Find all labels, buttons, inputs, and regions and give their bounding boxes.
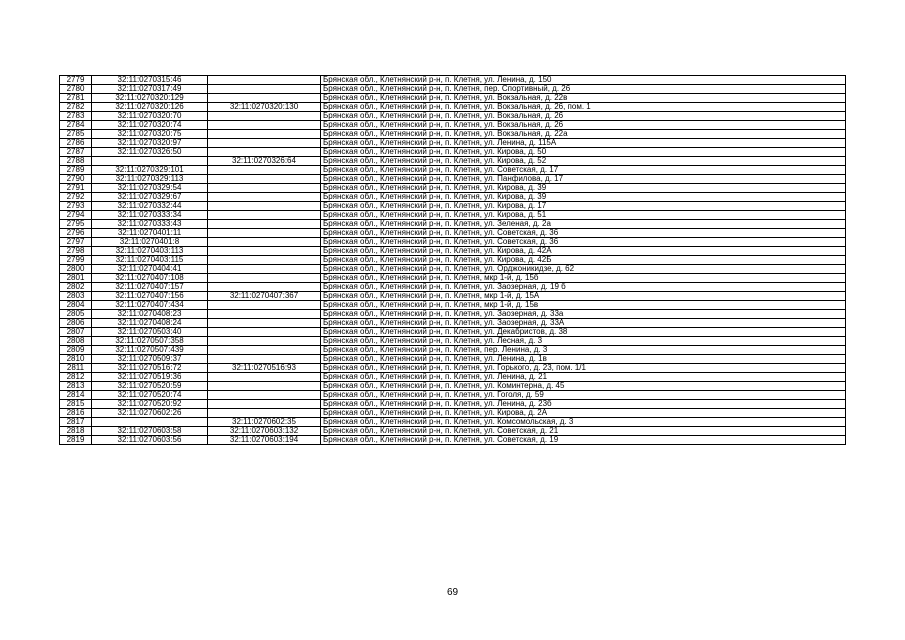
address-cell: Брянская обл., Клетнянский р-н, п. Клетня, ул. Вокзальная, д. 26, пом. 1 (321, 103, 846, 112)
cadastral-number-cell (92, 418, 208, 427)
cadastral-number-cell: 32:11:0270315:46 (92, 76, 208, 85)
address-cell: Брянская обл., Клетнянский р-н, п. Клетня, ул. Лесная, д. 3 (321, 337, 846, 346)
row-number-cell: 2787 (60, 148, 92, 157)
row-number-cell: 2779 (60, 76, 92, 85)
cadastral-number-cell: 32:11:0270408:24 (92, 319, 208, 328)
cadastral-number-cell: 32:11:0270503:40 (92, 328, 208, 337)
address-cell: Брянская обл., Клетнянский р-н, п. Клетня, мкр 1-й, д. 15б (321, 274, 846, 283)
related-cadastral-number-cell (208, 310, 321, 319)
row-number-cell: 2807 (60, 328, 92, 337)
row-number-cell: 2811 (60, 364, 92, 373)
address-cell: Брянская обл., Клетнянский р-н, п. Клетня, ул. Кирова, д. 2А (321, 409, 846, 418)
table-row (60, 76, 846, 85)
table-row (60, 229, 846, 238)
row-number-cell: 2783 (60, 112, 92, 121)
table-row (60, 337, 846, 346)
cadastral-number-cell: 32:11:0270407:157 (92, 283, 208, 292)
cadastral-number-cell: 32:11:0270603:56 (92, 436, 208, 445)
address-cell: Брянская обл., Клетнянский р-н, п. Клетня, ул. Вокзальная, д. 22а (321, 130, 846, 139)
address-cell: Брянская обл., Клетнянский р-н, п. Клетня, ул. Гоголя, д. 59 (321, 391, 846, 400)
row-number-cell: 2781 (60, 94, 92, 103)
related-cadastral-number-cell (208, 121, 321, 130)
cadastral-number-cell: 32:11:0270404:41 (92, 265, 208, 274)
related-cadastral-number-cell (208, 85, 321, 94)
address-cell: Брянская обл., Клетнянский р-н, п. Клетня, мкр 1-й, д. 15в (321, 301, 846, 310)
cadastral-number-cell: 32:11:0270320:75 (92, 130, 208, 139)
related-cadastral-number-cell (208, 184, 321, 193)
cadastral-number-cell: 32:11:0270403:113 (92, 247, 208, 256)
table-row (60, 373, 846, 382)
row-number-cell: 2809 (60, 346, 92, 355)
row-number-cell: 2798 (60, 247, 92, 256)
table-row (60, 139, 846, 148)
cadastral-number-cell: 32:11:0270516:72 (92, 364, 208, 373)
row-number-cell: 2812 (60, 373, 92, 382)
table-row (60, 301, 846, 310)
related-cadastral-number-cell (208, 211, 321, 220)
related-cadastral-number-cell (208, 391, 321, 400)
table-row (60, 211, 846, 220)
table-row (60, 238, 846, 247)
address-cell: Брянская обл., Клетнянский р-н, п. Клетня, ул. Заозерная, д. 19 б (321, 283, 846, 292)
table-row (60, 364, 846, 373)
address-cell: Брянская обл., Клетнянский р-н, п. Клетня, ул. Советская, д. 17 (321, 166, 846, 175)
cadastral-number-cell: 32:11:0270408:23 (92, 310, 208, 319)
cadastral-number-cell: 32:11:0270507:358 (92, 337, 208, 346)
cadastral-number-cell: 32:11:0270520:59 (92, 382, 208, 391)
related-cadastral-number-cell (208, 256, 321, 265)
page-number: 69 (446, 587, 459, 598)
address-cell: Брянская обл., Клетнянский р-н, п. Клетня, ул. Кирова, д. 52 (321, 157, 846, 166)
address-cell: Брянская обл., Клетнянский р-н, п. Клетня, ул. Кирова, д. 39 (321, 184, 846, 193)
address-cell: Брянская обл., Клетнянский р-н, п. Клетня, ул. Ленина, д. 115А (321, 139, 846, 148)
related-cadastral-number-cell: 32:11:0270407:367 (208, 292, 321, 301)
address-cell: Брянская обл., Клетнянский р-н, п. Клетня, ул. Коминтерна, д. 45 (321, 382, 846, 391)
address-cell: Брянская обл., Клетнянский р-н, п. Клетня, ул. Ленина, д. 21 (321, 373, 846, 382)
table-row (60, 409, 846, 418)
row-number-cell: 2793 (60, 202, 92, 211)
table-row (60, 121, 846, 130)
address-cell: Брянская обл., Клетнянский р-н, п. Клетня, ул. Вокзальная, д. 26 (321, 112, 846, 121)
table-row (60, 427, 846, 436)
row-number-cell: 2805 (60, 310, 92, 319)
table-row (60, 220, 846, 229)
cadastral-number-cell: 32:11:0270401:11 (92, 229, 208, 238)
cadastral-number-cell: 32:11:0270407:156 (92, 292, 208, 301)
row-number-cell: 2803 (60, 292, 92, 301)
cadastral-number-cell (92, 157, 208, 166)
cadastral-number-cell: 32:11:0270519:36 (92, 373, 208, 382)
cadastral-number-cell: 32:11:0270602:26 (92, 409, 208, 418)
cadastral-number-cell: 32:11:0270320:74 (92, 121, 208, 130)
related-cadastral-number-cell (208, 328, 321, 337)
row-number-cell: 2813 (60, 382, 92, 391)
address-cell: Брянская обл., Клетнянский р-н, п. Клетня, мкр 1-й, д. 15А (321, 292, 846, 301)
address-cell: Брянская обл., Клетнянский р-н, п. Клетня, ул. Панфилова, д. 17 (321, 175, 846, 184)
cadastral-number-cell: 32:11:0270317:49 (92, 85, 208, 94)
address-cell: Брянская обл., Клетнянский р-н, п. Клетня, ул. Кирова, д. 39 (321, 193, 846, 202)
address-cell: Брянская обл., Клетнянский р-н, п. Клетня, пер. Ленина, д. 3 (321, 346, 846, 355)
cadastral-number-cell: 32:11:0270401:8 (92, 238, 208, 247)
address-cell: Брянская обл., Клетнянский р-н, п. Клетня, ул. Заозерная, д. 33А (321, 319, 846, 328)
related-cadastral-number-cell: 32:11:0270603:132 (208, 427, 321, 436)
related-cadastral-number-cell (208, 130, 321, 139)
related-cadastral-number-cell (208, 193, 321, 202)
table-row (60, 310, 846, 319)
row-number-cell: 2801 (60, 274, 92, 283)
table-row (60, 283, 846, 292)
related-cadastral-number-cell: 32:11:0270320:130 (208, 103, 321, 112)
table-row (60, 166, 846, 175)
address-cell: Брянская обл., Клетнянский р-н, п. Клетня, ул. Кирова, д. 42Б (321, 256, 846, 265)
cadastral-number-cell: 32:11:0270320:70 (92, 112, 208, 121)
row-number-cell: 2791 (60, 184, 92, 193)
cadastral-number-cell: 32:11:0270329:54 (92, 184, 208, 193)
related-cadastral-number-cell (208, 301, 321, 310)
related-cadastral-number-cell (208, 265, 321, 274)
table-row (60, 130, 846, 139)
row-number-cell: 2817 (60, 418, 92, 427)
related-cadastral-number-cell: 32:11:0270326:64 (208, 157, 321, 166)
cadastral-number-cell: 32:11:0270403:115 (92, 256, 208, 265)
table-row (60, 292, 846, 301)
table-row (60, 400, 846, 409)
row-number-cell: 2802 (60, 283, 92, 292)
address-cell: Брянская обл., Клетнянский р-н, п. Клетня, ул. Вокзальная, д. 22в (321, 94, 846, 103)
table-row (60, 355, 846, 364)
row-number-cell: 2799 (60, 256, 92, 265)
cadastral-number-cell: 32:11:0270320:129 (92, 94, 208, 103)
table-row (60, 175, 846, 184)
address-cell: Брянская обл., Клетнянский р-н, п. Клетня, ул. Кирова, д. 42А (321, 247, 846, 256)
related-cadastral-number-cell (208, 274, 321, 283)
row-number-cell: 2786 (60, 139, 92, 148)
table-row (60, 346, 846, 355)
cadastral-number-cell: 32:11:0270320:97 (92, 139, 208, 148)
address-cell: Брянская обл., Клетнянский р-н, п. Клетня, ул. Советская, д. 19 (321, 436, 846, 445)
table-body (60, 76, 846, 445)
table-row (60, 247, 846, 256)
related-cadastral-number-cell (208, 373, 321, 382)
address-cell: Брянская обл., Клетнянский р-н, п. Клетня, ул. Советская, д. 21 (321, 427, 846, 436)
row-number-cell: 2814 (60, 391, 92, 400)
row-number-cell: 2784 (60, 121, 92, 130)
address-cell: Брянская обл., Клетнянский р-н, п. Клетня, ул. Ленина, д. 1в (321, 355, 846, 364)
address-cell: Брянская обл., Клетнянский р-н, п. Клетня, пер. Спортивный, д. 26 (321, 85, 846, 94)
table-row (60, 319, 846, 328)
related-cadastral-number-cell (208, 229, 321, 238)
related-cadastral-number-cell (208, 355, 321, 364)
table-row (60, 148, 846, 157)
cadastral-number-cell: 32:11:0270329:67 (92, 193, 208, 202)
cadastral-number-cell: 32:11:0270507:439 (92, 346, 208, 355)
row-number-cell: 2804 (60, 301, 92, 310)
row-number-cell: 2800 (60, 265, 92, 274)
cadastral-number-cell: 32:11:0270509:37 (92, 355, 208, 364)
address-cell: Брянская обл., Клетнянский р-н, п. Клетня, ул. Ленина, д. 23б (321, 400, 846, 409)
related-cadastral-number-cell: 32:11:0270516:93 (208, 364, 321, 373)
related-cadastral-number-cell (208, 238, 321, 247)
row-number-cell: 2782 (60, 103, 92, 112)
table-row (60, 418, 846, 427)
row-number-cell: 2816 (60, 409, 92, 418)
address-cell: Брянская обл., Клетнянский р-н, п. Клетня, ул. Заозерная, д. 33а (321, 310, 846, 319)
related-cadastral-number-cell (208, 166, 321, 175)
row-number-cell: 2806 (60, 319, 92, 328)
cadastral-number-cell: 32:11:0270407:108 (92, 274, 208, 283)
row-number-cell: 2796 (60, 229, 92, 238)
related-cadastral-number-cell (208, 283, 321, 292)
row-number-cell: 2790 (60, 175, 92, 184)
address-cell: Брянская обл., Клетнянский р-н, п. Клетня, ул. Декабристов, д. 38 (321, 328, 846, 337)
related-cadastral-number-cell: 32:11:0270602:35 (208, 418, 321, 427)
cadastral-number-cell: 32:11:0270520:74 (92, 391, 208, 400)
row-number-cell: 2795 (60, 220, 92, 229)
table-row (60, 94, 846, 103)
address-cell: Брянская обл., Клетнянский р-н, п. Клетня, ул. Зеленая, д. 2а (321, 220, 846, 229)
cadastral-number-cell: 32:11:0270333:43 (92, 220, 208, 229)
row-number-cell: 2818 (60, 427, 92, 436)
related-cadastral-number-cell (208, 175, 321, 184)
row-number-cell: 2810 (60, 355, 92, 364)
table-row (60, 265, 846, 274)
related-cadastral-number-cell (208, 319, 321, 328)
table-row (60, 157, 846, 166)
cadastral-number-cell: 32:11:0270320:126 (92, 103, 208, 112)
table-row (60, 256, 846, 265)
table-row (60, 112, 846, 121)
address-cell: Брянская обл., Клетнянский р-н, п. Клетня, ул. Комсомольская, д. 3 (321, 418, 846, 427)
cadastral-number-cell: 32:11:0270333:34 (92, 211, 208, 220)
related-cadastral-number-cell (208, 76, 321, 85)
related-cadastral-number-cell (208, 148, 321, 157)
address-cell: Брянская обл., Клетнянский р-н, п. Клетня, ул. Советская, д. 36 (321, 229, 846, 238)
related-cadastral-number-cell (208, 400, 321, 409)
table-row (60, 85, 846, 94)
related-cadastral-number-cell (208, 202, 321, 211)
related-cadastral-number-cell (208, 220, 321, 229)
cadastral-number-cell: 32:11:0270329:101 (92, 166, 208, 175)
row-number-cell: 2819 (60, 436, 92, 445)
row-number-cell: 2792 (60, 193, 92, 202)
row-number-cell: 2785 (60, 130, 92, 139)
related-cadastral-number-cell (208, 94, 321, 103)
table-row (60, 202, 846, 211)
table-row (60, 274, 846, 283)
cadastral-number-cell: 32:11:0270407:434 (92, 301, 208, 310)
related-cadastral-number-cell (208, 139, 321, 148)
table-row (60, 193, 846, 202)
related-cadastral-number-cell (208, 409, 321, 418)
row-number-cell: 2808 (60, 337, 92, 346)
related-cadastral-number-cell (208, 382, 321, 391)
related-cadastral-number-cell: 32:11:0270603:194 (208, 436, 321, 445)
table-row (60, 328, 846, 337)
row-number-cell: 2797 (60, 238, 92, 247)
cadastral-number-cell: 32:11:0270603:58 (92, 427, 208, 436)
table-row (60, 382, 846, 391)
cadastral-number-cell: 32:11:0270326:50 (92, 148, 208, 157)
row-number-cell: 2794 (60, 211, 92, 220)
row-number-cell: 2815 (60, 400, 92, 409)
property-register-table (59, 75, 846, 445)
cadastral-number-cell: 32:11:0270329:113 (92, 175, 208, 184)
address-cell: Брянская обл., Клетнянский р-н, п. Клетня, ул. Кирова, д. 17 (321, 202, 846, 211)
related-cadastral-number-cell (208, 112, 321, 121)
address-cell: Брянская обл., Клетнянский р-н, п. Клетня, ул. Орджоникидзе, д. 62 (321, 265, 846, 274)
table-row (60, 391, 846, 400)
address-cell: Брянская обл., Клетнянский р-н, п. Клетня, ул. Вокзальная, д. 26 (321, 121, 846, 130)
address-cell: Брянская обл., Клетнянский р-н, п. Клетня, ул. Кирова, д. 50 (321, 148, 846, 157)
address-cell: Брянская обл., Клетнянский р-н, п. Клетня, ул. Советская, д. 36 (321, 238, 846, 247)
address-cell: Брянская обл., Клетнянский р-н, п. Клетня, ул. Горького, д. 23, пом. 1/1 (321, 364, 846, 373)
address-cell: Брянская обл., Клетнянский р-н, п. Клетня, ул. Ленина, д. 150 (321, 76, 846, 85)
related-cadastral-number-cell (208, 346, 321, 355)
address-cell: Брянская обл., Клетнянский р-н, п. Клетня, ул. Кирова, д. 51 (321, 211, 846, 220)
row-number-cell: 2788 (60, 157, 92, 166)
row-number-cell: 2789 (60, 166, 92, 175)
row-number-cell: 2780 (60, 85, 92, 94)
table-row (60, 436, 846, 445)
cadastral-number-cell: 32:11:0270332:44 (92, 202, 208, 211)
related-cadastral-number-cell (208, 337, 321, 346)
cadastral-number-cell: 32:11:0270520:92 (92, 400, 208, 409)
related-cadastral-number-cell (208, 247, 321, 256)
table-row (60, 184, 846, 193)
table-row (60, 103, 846, 112)
